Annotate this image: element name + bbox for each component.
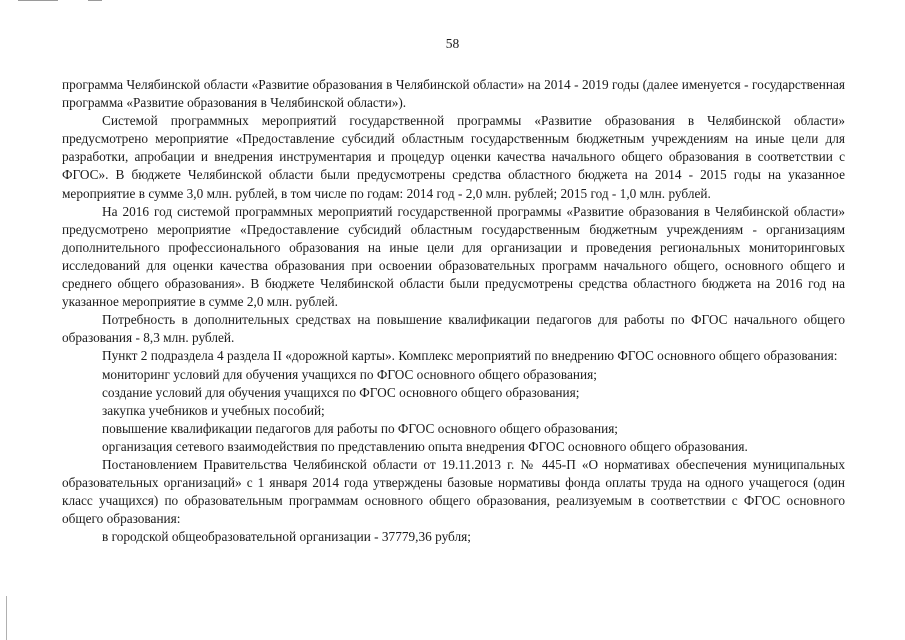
scan-edge-mark [6,596,7,640]
paragraph: Системой программных мероприятий государственной программы «Развитие образования в Челябинской области» предусмотрено мероприятие «Предоставление субсидий областным государственным бюджетным учреждениям на иные цели для разработки, апробации и внедрения инструментария и процедур оценки качества начального общего образования в соответствии с ФГОС». В бюджете Челябинской области были предусмотрены средства областного бюджета на 2014 - 2015 годы на указанное мероприятие в сумме 3,0 млн. рублей, в том числе по годам: 2014 год - 2,0 млн. рублей; 2015 год - 1,0 млн. рублей. [62,113,845,201]
paragraph: Постановлением Правительства Челябинской области от 19.11.2013 г. № 445-П «О нормативах обеспечения муниципальных образовательных организаций» с 1 января 2014 года утверждены базовые нормативы фонда оплаты труда на одного учащегося (один класс учащихся) по образовательным программам основного общего образования, реализуемым в соответствии с ФГОС основного общего образования: [62,456,845,527]
list-item: закупка учебников и учебных пособий; [102,402,325,418]
paragraph: На 2016 год системой программных мероприятий государственной программы «Развитие образования в Челябинской области» предусмотрено мероприятие «Предоставление субсидий областным государственным бюджетным учреждениям - организациям дополнительного профессионального образования на иные цели для организации и проведения региональных мониторинговых исследований для оценки качества образования при освоении образовательных программ начального общего, основного общего и среднего общего образования». В бюджете Челябинской области были предусмотрены средства областного бюджета на 2016 год на указанное мероприятие в сумме 2,0 млн. рублей. [62,203,845,310]
paragraph: программа Челябинской области «Развитие образования в Челябинской области» на 2014 - 2019 годы (далее именуется - государственная программа «Развитие образования в Челябинской области»). [62,77,845,111]
list-item: организация сетевого взаимодействия по представлению опыта внедрения ФГОС основного общего образования. [102,438,748,454]
paragraph: Пункт 2 подраздела 4 раздела II «дорожной карты». Комплекс мероприятий по внедрению ФГОС основного общего образования: [102,348,838,364]
list-item: повышение квалификации педагогов для работы по ФГОС основного общего образования; [102,420,619,436]
list-item: создание условий для обучения учащихся по ФГОС основного общего образования; [102,384,580,400]
page-number: 58 [445,36,460,51]
scan-edge-mark [88,0,102,1]
paragraph: Потребность в дополнительных средствах на повышение квалификации педагогов для работы по ФГОС начального общего образования - 8,3 млн. рублей. [62,312,845,346]
document-body [62,76,845,546]
list-item: мониторинг условий для обучения учащихся по ФГОС основного общего образования; [102,366,597,382]
scan-edge-mark [18,0,58,1]
list-item: в городской общеобразовательной организации - 37779,36 рубля; [102,529,471,545]
